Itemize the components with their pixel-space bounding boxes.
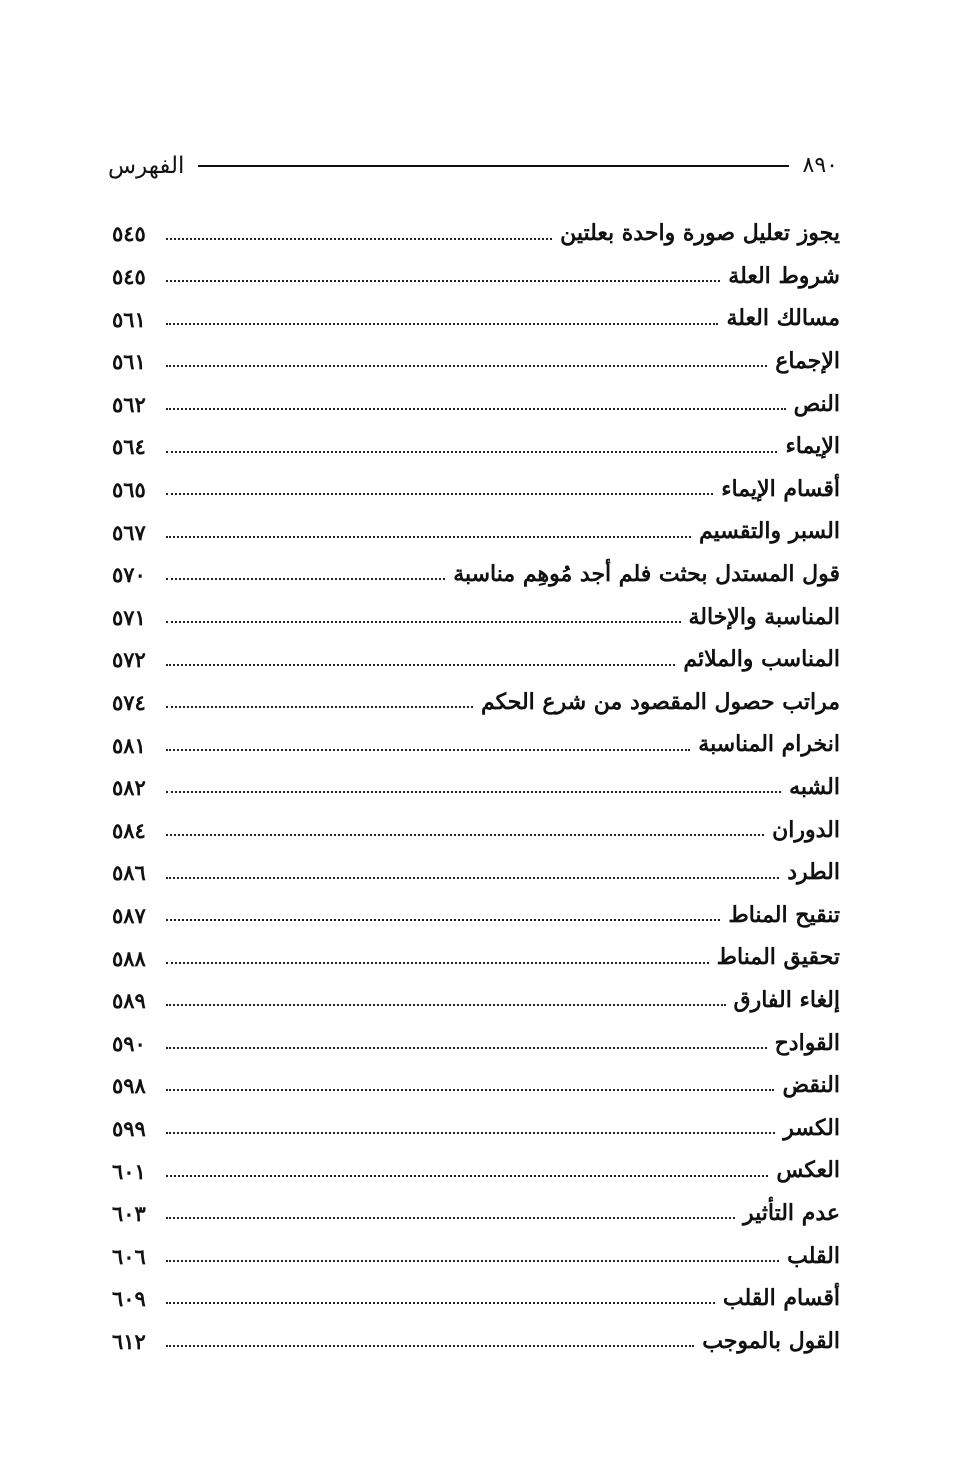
dot-leader <box>166 1132 775 1134</box>
dot-leader <box>166 1302 715 1304</box>
index-entry-page: ٥٨٨ <box>112 945 146 971</box>
index-entry-title: تحقيق المناط <box>716 944 840 971</box>
index-entry <box>112 462 840 505</box>
index-entry-page: ٥٧٤ <box>112 689 146 715</box>
index-entry <box>112 1100 840 1143</box>
index-entry-title: الطرد <box>787 859 840 886</box>
index-entry-title: القوادح <box>774 1029 840 1056</box>
dot-leader <box>166 451 777 453</box>
dot-leader <box>166 1217 735 1219</box>
dot-leader <box>166 323 718 325</box>
index-entry-page: ٥٦٥ <box>112 477 146 503</box>
index-entry-page: ٥٨٧ <box>112 902 146 928</box>
dot-leader <box>166 280 720 282</box>
index-entry <box>112 973 840 1016</box>
index-entry-page: ٥٧١ <box>112 604 146 630</box>
dot-leader <box>166 365 767 367</box>
index-entry <box>112 760 840 803</box>
index-entry-title: الإيماء <box>785 433 840 460</box>
index-entry-page: ٥٨٦ <box>112 860 146 886</box>
index-entry-page: ٥٧٠ <box>112 562 146 588</box>
index-entry-page: ٥٦١ <box>112 349 146 375</box>
dot-leader <box>166 664 675 666</box>
dot-leader <box>166 834 764 836</box>
index-entry-title: العكس <box>776 1157 840 1184</box>
dot-leader <box>166 749 690 751</box>
index-entry-page: ٥٤٥ <box>112 221 146 247</box>
index-entry-title: مراتب حصول المقصود من شرع الحكم <box>480 688 840 715</box>
index-entry <box>112 717 840 760</box>
index-entry <box>112 291 840 334</box>
index-entry-title: تنقيح المناط <box>728 901 840 928</box>
index-entry <box>112 1271 840 1314</box>
index-entry <box>112 1015 840 1058</box>
index-entry-title: المناسبة والإخالة <box>688 603 840 630</box>
index-entry-title: انخرام المناسبة <box>698 731 840 758</box>
index-entry-page: ٦٠٩ <box>112 1286 146 1312</box>
index-entry <box>112 845 840 888</box>
index-entry <box>112 1058 840 1101</box>
index-entry-title: أقسام القلب <box>722 1285 840 1312</box>
dot-leader <box>166 408 786 410</box>
index-entry-page: ٥٨٤ <box>112 817 146 843</box>
index-entry <box>112 589 840 632</box>
dot-leader <box>166 1089 774 1091</box>
index-entry-page: ٥٦٢ <box>112 391 146 417</box>
dot-leader <box>166 536 691 538</box>
page-number: ٨٩٠ <box>802 153 838 178</box>
dot-leader <box>166 877 779 879</box>
index-entry <box>112 802 840 845</box>
index-entry-title: عدم التأثير <box>742 1199 840 1226</box>
index-entry-title: المناسب والملائم <box>683 646 840 673</box>
dot-leader <box>166 791 781 793</box>
index-entry-title: أقسام الإيماء <box>721 475 840 502</box>
dot-leader <box>166 238 552 240</box>
index-entry <box>112 334 840 377</box>
dot-leader <box>166 962 709 964</box>
header-rule <box>198 165 788 167</box>
index-entry-page: ٥٩٨ <box>112 1073 146 1099</box>
page-header <box>108 146 838 186</box>
index-entry-page: ٥٦٤ <box>112 434 146 460</box>
index-entry-title: قول المستدل بحثت فلم أجد مُوهِم مناسبة <box>453 561 840 588</box>
index-entry <box>112 1313 840 1356</box>
index-entry <box>112 1228 840 1271</box>
index-entry-title: القلب <box>787 1242 840 1269</box>
index-entry <box>112 206 840 249</box>
index-entry-title: السبر والتقسيم <box>699 518 840 545</box>
dot-leader <box>166 919 720 921</box>
index-entry-page: ٥٨٢ <box>112 775 146 801</box>
dot-leader <box>166 1345 694 1347</box>
index-entry-title: الكسر <box>783 1114 840 1141</box>
index-entry-page: ٥٦١ <box>112 306 146 332</box>
index-entry-page: ٥٨٩ <box>112 988 146 1014</box>
index-entry-page: ٥٩٠ <box>112 1030 146 1056</box>
dot-leader <box>166 706 473 708</box>
dot-leader <box>166 493 713 495</box>
index-entry-page: ٦١٢ <box>112 1328 146 1354</box>
index-entry <box>112 930 840 973</box>
index-entry-page: ٦٠١ <box>112 1158 146 1184</box>
index-entry <box>112 376 840 419</box>
index-entry <box>112 632 840 675</box>
dot-leader <box>166 621 681 623</box>
index-entry <box>112 1143 840 1186</box>
index-entry-page: ٥٤٥ <box>112 264 146 290</box>
index-entry-page: ٦٠٣ <box>112 1201 146 1227</box>
index-entry <box>112 675 840 718</box>
dot-leader <box>166 1260 779 1262</box>
index-entry <box>112 1186 840 1229</box>
index-entry-title: الدوران <box>772 816 840 843</box>
dot-leader <box>166 1004 726 1006</box>
index-entry <box>112 888 840 931</box>
index-entry-title: الإجماع <box>775 348 840 375</box>
index-entry <box>112 547 840 590</box>
index-entry-page: ٦٠٦ <box>112 1243 146 1269</box>
running-title: الفهرس <box>108 153 185 179</box>
index-entry-title: شروط العلة <box>728 262 840 289</box>
index-entry-page: ٥٦٧ <box>112 519 146 545</box>
index-entry <box>112 504 840 547</box>
index-entry-title: إلغاء الفارق <box>733 986 840 1013</box>
index-entry <box>112 419 840 462</box>
index-entry-title: القول بالموجب <box>702 1327 840 1354</box>
index-entry-page: ٥٧٢ <box>112 647 146 673</box>
dot-leader <box>166 578 445 580</box>
index-entry <box>112 249 840 292</box>
index-entry-page: ٥٩٩ <box>112 1115 146 1141</box>
index-list <box>112 206 840 1356</box>
dot-leader <box>166 1175 768 1177</box>
index-entry-title: يجوز تعليل صورة واحدة بعلتين <box>560 220 840 247</box>
index-entry-title: النقض <box>782 1072 840 1099</box>
index-entry-title: الشبه <box>789 774 840 801</box>
index-entry-title: مسالك العلة <box>726 305 840 332</box>
index-entry-title: النص <box>793 390 840 417</box>
index-entry-page: ٥٨١ <box>112 732 146 758</box>
dot-leader <box>166 1047 767 1049</box>
